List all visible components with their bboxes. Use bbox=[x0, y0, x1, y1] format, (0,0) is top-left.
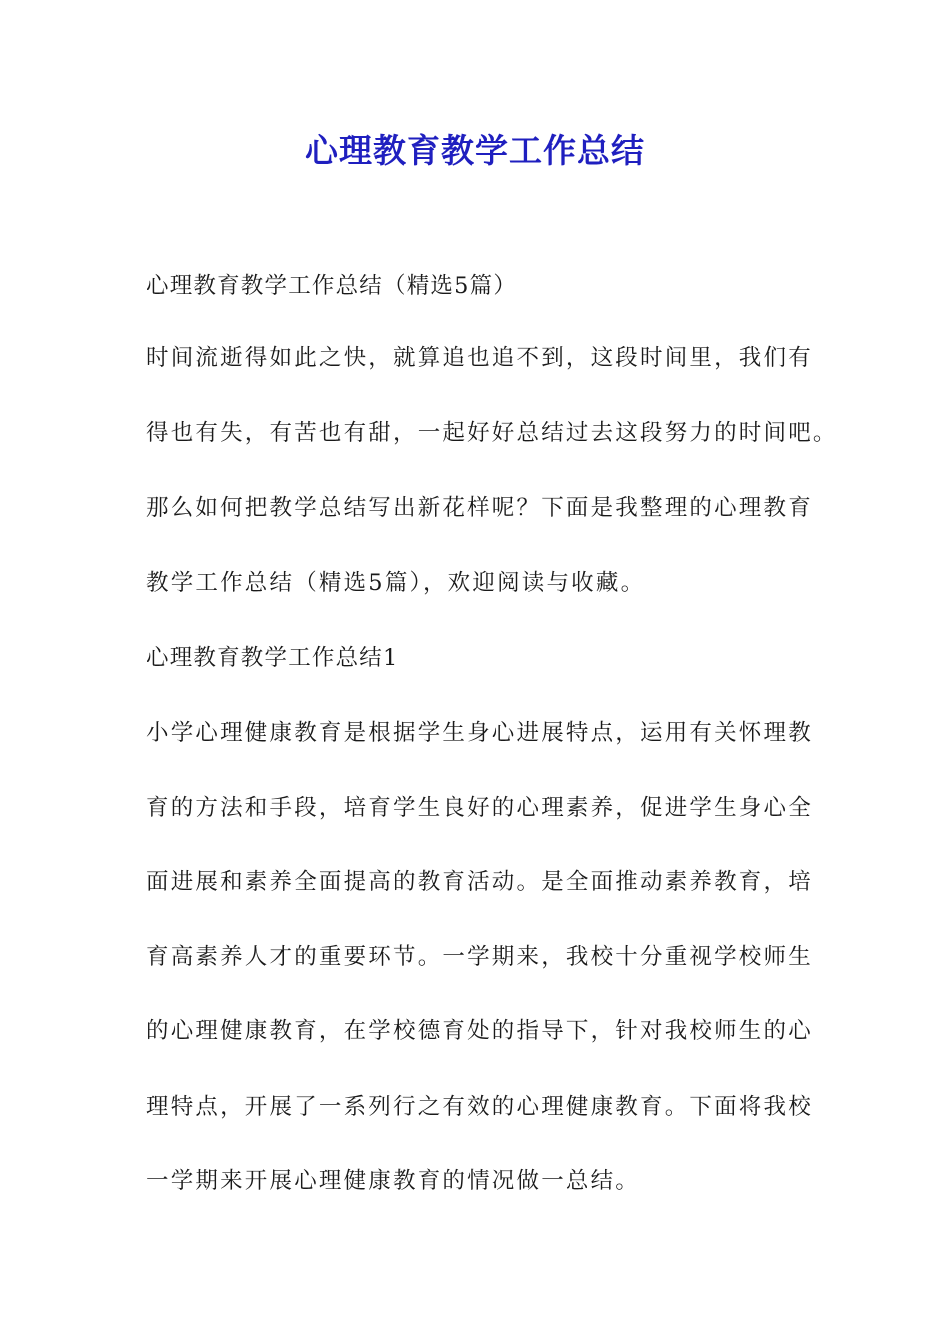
section-heading: 心理教育教学工作总结1 bbox=[146, 645, 399, 671]
paragraph-line: 教学工作总结（精选5篇），欢迎阅读与收藏。 bbox=[146, 570, 646, 596]
document-title: 心理教育教学工作总结 bbox=[305, 131, 645, 170]
subtitle-line: 心理教育教学工作总结（精选5篇） bbox=[146, 273, 518, 299]
paragraph-line: 时间流逝得如此之快，就算追也追不到，这段时间里，我们有 bbox=[146, 345, 813, 371]
paragraph-line: 得也有失，有苦也有甜，一起好好总结过去这段努力的时间吧。 bbox=[146, 420, 838, 446]
paragraph-line: 育高素养人才的重要环节。一学期来，我校十分重视学校师生 bbox=[146, 944, 813, 970]
paragraph-line: 的心理健康教育，在学校德育处的指导下，针对我校师生的心 bbox=[146, 1018, 813, 1044]
paragraph-line: 小学心理健康教育是根据学生身心进展特点，运用有关怀理教 bbox=[146, 720, 813, 746]
paragraph-line: 一学期来开展心理健康教育的情况做一总结。 bbox=[146, 1168, 641, 1194]
paragraph-line: 面进展和素养全面提高的教育活动。是全面推动素养教育，培 bbox=[146, 869, 813, 895]
paragraph-line: 育的方法和手段，培育学生良好的心理素养，促进学生身心全 bbox=[146, 795, 813, 821]
paragraph-line: 理特点，开展了一系列行之有效的心理健康教育。下面将我校 bbox=[146, 1094, 813, 1120]
paragraph-line: 那么如何把教学总结写出新花样呢？下面是我整理的心理教育 bbox=[146, 495, 813, 521]
